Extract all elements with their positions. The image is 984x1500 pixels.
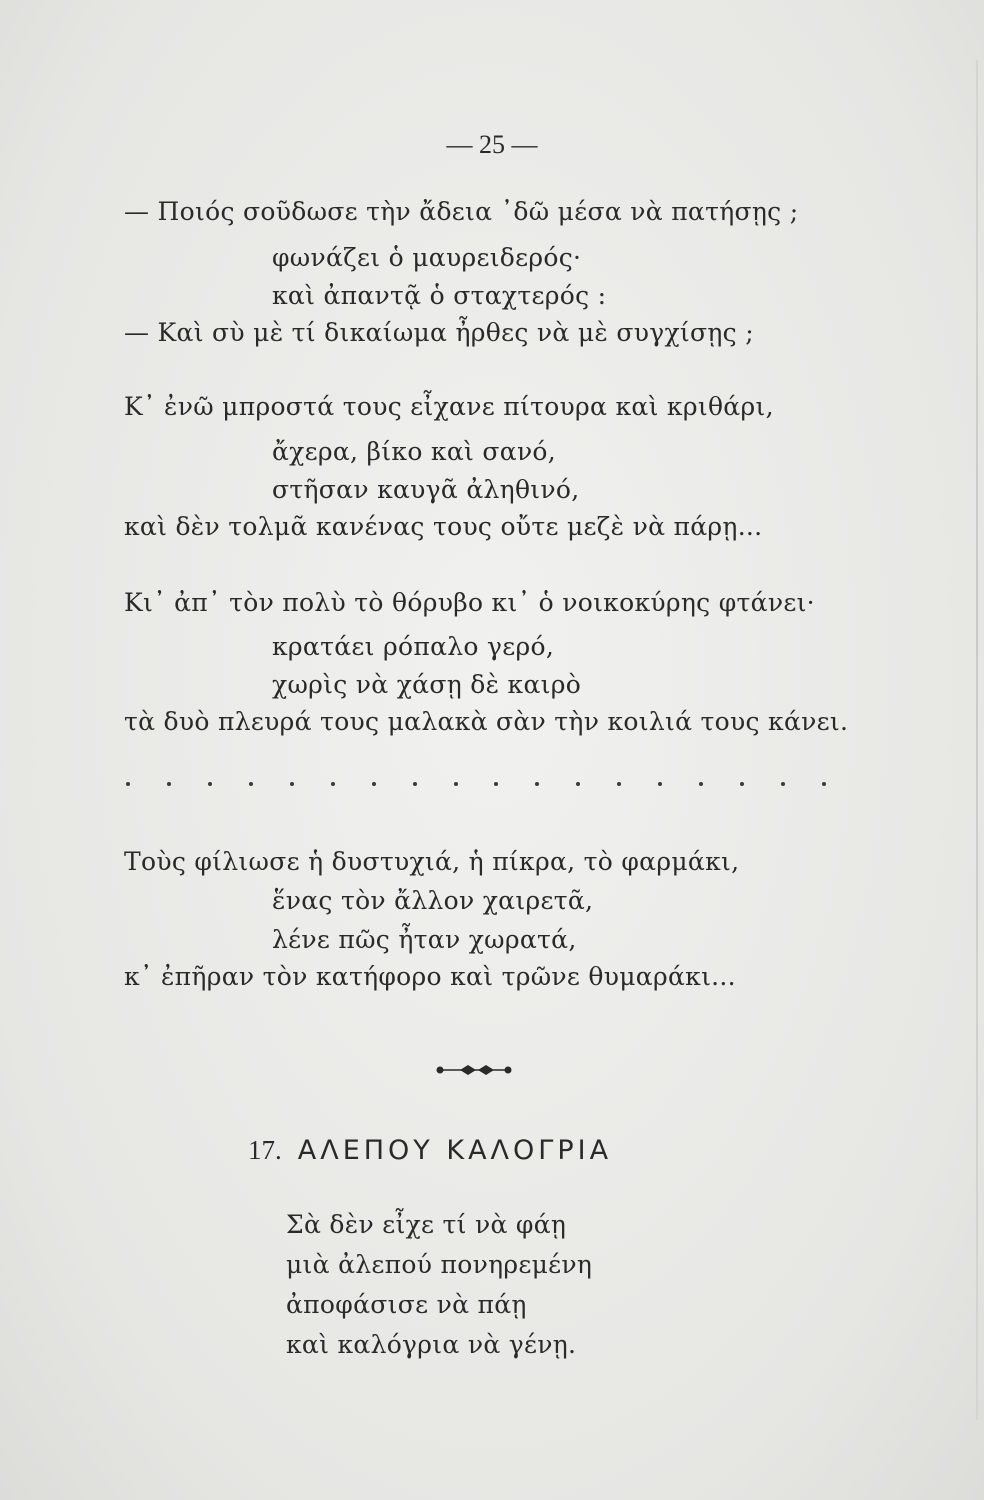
poem-line: Κι᾿ ἀπ᾿ τὸν πολὺ τὸ θόρυβο κι᾿ ὁ νοικοκύρης φτάνει· [124, 588, 815, 617]
poem-line: ἄχερα, βίκο καὶ σανό, [272, 437, 557, 466]
poem-line: — Ποιός σοῦδωσε τὴν ἄδεια ᾿δῶ μέσα νὰ πατήσῃς ; [124, 197, 799, 226]
page-edge-shadow [976, 60, 978, 1420]
poem-line: — Καὶ σὺ μὲ τί δικαίωμα ἦρθες νὰ μὲ συγχίσῃς ; [124, 318, 754, 347]
poem-line: καὶ καλόγρια νὰ γένῃ. [286, 1330, 577, 1359]
poem-line: καὶ ἀπαντᾷ ὁ σταχτερός : [272, 281, 607, 310]
poem-line: καὶ δὲν τολμᾶ κανένας τους οὔτε μεζὲ νὰ πάρῃ... [124, 512, 763, 541]
dotted-separator [126, 782, 826, 786]
section-heading [248, 1135, 612, 1166]
poem-line: τὰ δυὸ πλευρά τους μαλακὰ σὰν τὴν κοιλιά τους κάνει. [124, 707, 849, 736]
poem-line: Σὰ δὲν εἶχε τί νὰ φάῃ [286, 1210, 567, 1239]
poem-line: στῆσαν καυγᾶ ἀληθινό, [272, 475, 580, 504]
poem-line: ἕνας τὸν ἄλλον χαιρετᾶ, [272, 886, 594, 915]
poem-line: κρατάει ρόπαλο γερό, [272, 632, 555, 661]
poem-line: λένε πῶς ἦταν χωρατά, [272, 925, 577, 954]
poem-line: ἀποφάσισε νὰ πάῃ [286, 1290, 527, 1319]
page-number: — 25 — [446, 130, 538, 159]
section-title: ΑΛΕΠΟΥ ΚΑΛΟΓΡΙΑ [297, 1135, 613, 1166]
poem-line: Κ᾿ ἐνῶ μπροστά τους εἶχανε πίτουρα καὶ κριθάρι, [124, 392, 774, 421]
ornament-divider-icon [434, 1063, 514, 1077]
poem-line: μιὰ ἀλεπού πονηρεμένη [286, 1250, 593, 1279]
poem-line: κ᾿ ἐπῆραν τὸν κατήφορο καὶ τρῶνε θυμαράκι... [124, 962, 736, 991]
poem-line: φωνάζει ὁ μαυρειδερός· [272, 243, 582, 272]
poem-line: Τοὺς φίλιωσε ἡ δυστυχιά, ἡ πίκρα, τὸ φαρμάκι, [124, 847, 740, 876]
section-number: 17. [248, 1135, 282, 1165]
poem-line: χωρὶς νὰ χάσῃ δὲ καιρὸ [272, 670, 582, 699]
